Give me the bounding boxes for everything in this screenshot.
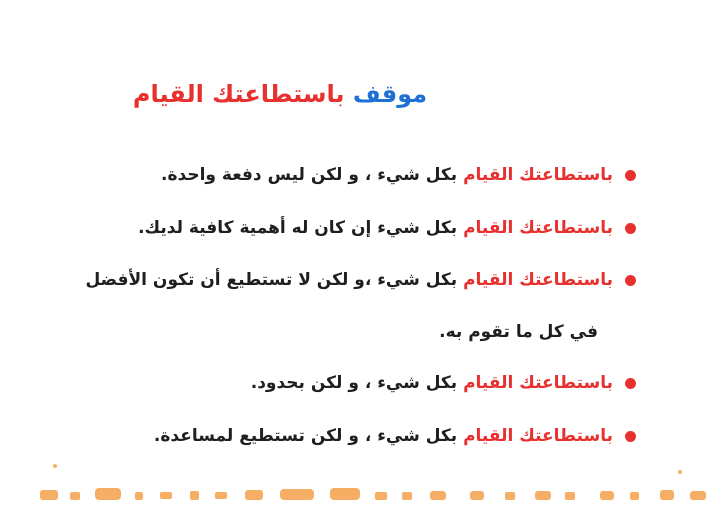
bullet-highlight: باستطاعتك القيام [463,270,613,290]
bullet-text: بكل شيء ،و لكن لا تستطيع أن تكون الأفضل [85,270,464,290]
bullet-text: بكل شيء ، و لكن تستطيع لمساعدة. [153,426,464,446]
bullet-item-2 [138,215,636,241]
bullet-highlight: باستطاعتك القيام [463,426,613,446]
title-word-position: موقف [352,80,428,108]
bullet-highlight: باستطاعتك القيام [463,373,613,393]
bullet-item-5 [154,423,636,449]
slide-title [0,80,560,108]
bullet-dot-icon [625,431,636,442]
decorative-border [0,462,728,514]
bullet-text: بكل شيء إن كان له أهمية كافية لديك. [138,218,464,238]
bullet-dot-icon [625,378,636,389]
bullet-item-3 [85,267,636,293]
bullet-text: بكل شيء ، و لكن ليس دفعة واحدة. [161,165,464,185]
bullet-highlight: باستطاعتك القيام [463,218,613,238]
bullet-item-1 [161,162,636,188]
bullet-dot-icon [625,223,636,234]
title-word-phrase: باستطاعتك القيام [132,80,345,108]
bullet-text: بكل شيء ، و لكن بحدود. [250,373,464,393]
bullet-dot-icon [625,275,636,286]
bullet-continuation: في كل ما تقوم به. [439,322,598,342]
bullet-dot-icon [625,170,636,181]
bullet-highlight: باستطاعتك القيام [463,165,613,185]
bullet-item-4 [251,370,636,396]
